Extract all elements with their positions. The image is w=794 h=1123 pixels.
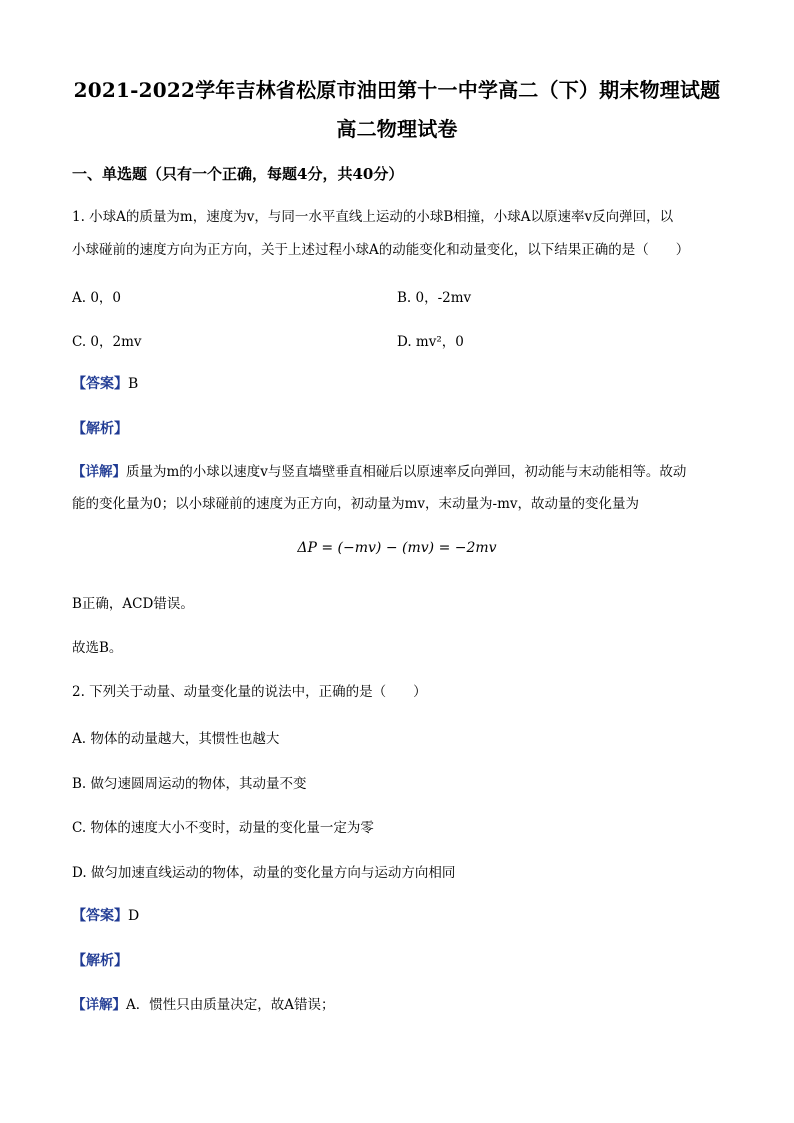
- q2-answer: D: [128, 908, 140, 924]
- q2-option-d: D. 做匀加速直线运动的物体，动量的变化量方向与运动方向相同: [72, 865, 456, 881]
- q1-answer-row: [72, 373, 138, 393]
- q1-stem-line-2: 小球碰前的速度方向为正方向，关于上述过程小球A的动能变化和动量变化，以下结果正确的是（ ）: [72, 242, 690, 258]
- q2-answer-row: [72, 905, 139, 925]
- q1-option-d: D. mv²，0: [397, 334, 464, 350]
- answer-tag: 【答案】: [72, 376, 128, 392]
- q1-answer: B: [128, 376, 139, 392]
- q1-detail-line-1: [72, 462, 732, 482]
- q2-analysis-row: [72, 950, 128, 970]
- q1-stem-line-1: 1. 小球A的质量为m，速度为v，与同一水平直线上运动的小球B相撞，小球A以原速率v反向弹回，以: [72, 209, 674, 225]
- section-heading: 一、单选题（只有一个正确，每题4分，共40分）: [72, 165, 404, 183]
- analysis-tag: 【解析】: [72, 421, 128, 437]
- detail-tag: 【详解】: [72, 997, 126, 1013]
- q1-conclusion-2: 故选B。: [72, 640, 123, 656]
- q2-option-b: B. 做匀速圆周运动的物体，其动量不变: [72, 776, 307, 792]
- q2-stem: 2. 下列关于动量、动量变化量的说法中，正确的是（ ）: [72, 684, 427, 700]
- q2-option-c: C. 物体的速度大小不变时，动量的变化量一定为零: [72, 820, 374, 836]
- page-title: 2021-2022学年吉林省松原市油田第十一中学高二（下）期末物理试题: [73, 78, 721, 102]
- q1-detail-line-2: 能的变化量为0；以小球碰前的速度为正方向，初动量为mv，末动量为-mv，故动量的变化量为: [72, 496, 640, 512]
- q2-option-a: A. 物体的动量越大，其惯性也越大: [72, 731, 280, 747]
- answer-tag: 【答案】: [72, 908, 128, 924]
- analysis-tag: 【解析】: [72, 953, 128, 969]
- q1-conclusion-1: B正确，ACD错误。: [72, 596, 194, 612]
- q1-option-c: C. 0，2mv: [72, 334, 142, 350]
- q1-option-a: A. 0，0: [72, 290, 122, 306]
- momentum-formula: ΔP = (−mv) − (mv) = −2mv: [297, 540, 497, 556]
- page-subtitle: 高二物理试卷: [336, 117, 458, 141]
- q1-option-b: B. 0，-2mv: [397, 290, 472, 306]
- q2-detail-text-1: A．惯性只由质量决定，故A错误；: [126, 997, 335, 1013]
- q2-detail-line-1: [72, 995, 732, 1015]
- q1-analysis-row: [72, 418, 128, 438]
- q1-detail-text-1: 质量为m的小球以速度v与竖直墙壁垂直相碰后以原速率反向弹回，初动能与末动能相等。故动: [126, 464, 687, 480]
- detail-tag: 【详解】: [72, 464, 126, 480]
